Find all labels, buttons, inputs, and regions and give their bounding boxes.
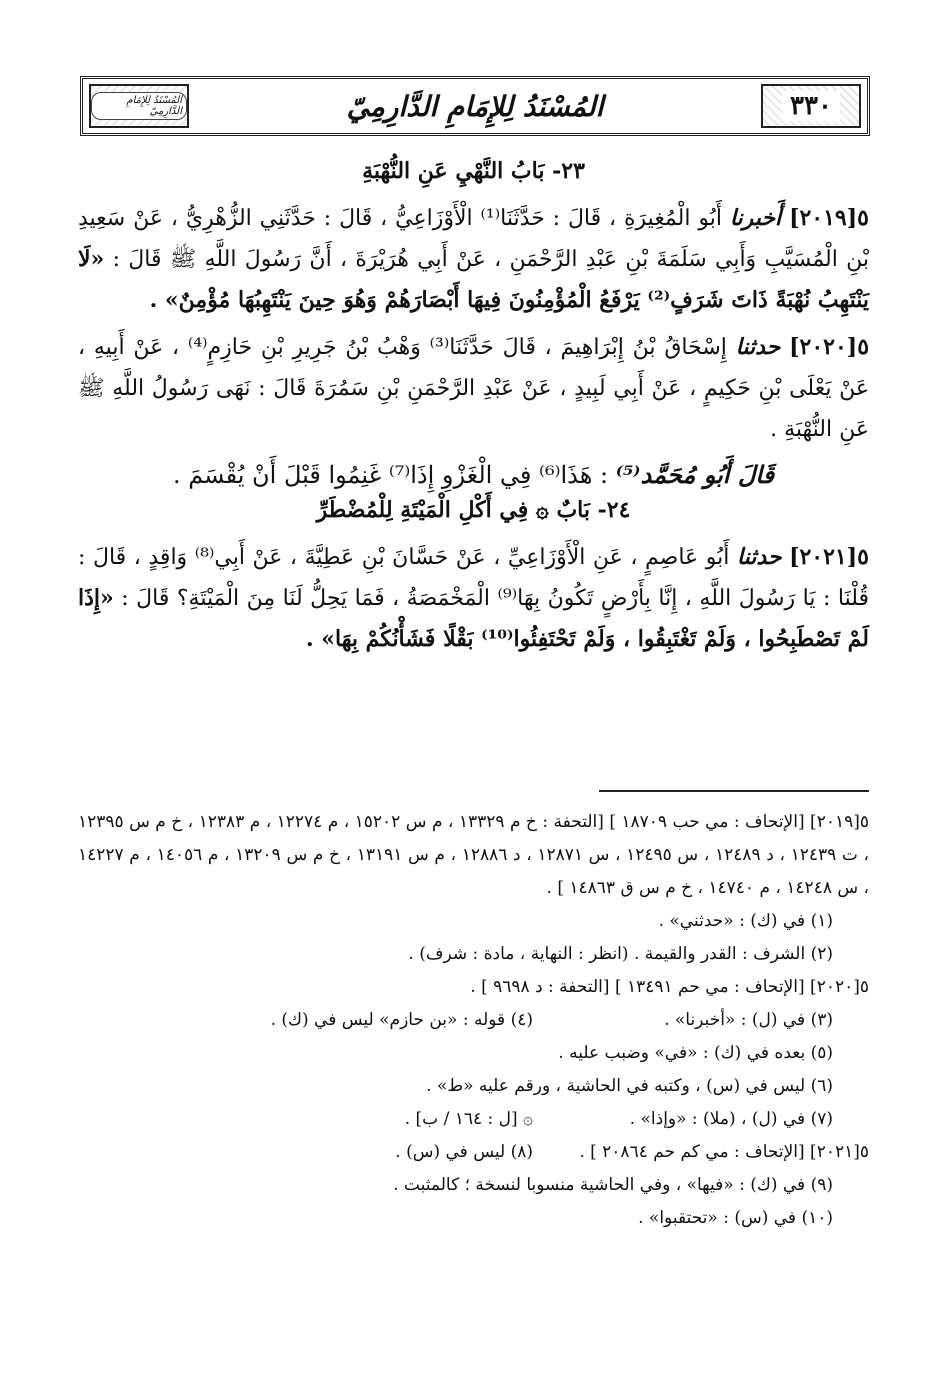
seal-text: المُسْنَدُ لِلإِمَامِ الدَّارِمِيّ — [91, 92, 187, 120]
hadith-quote: «إِذَا لَمْ تَصْطَبِحُوا ، وَلَمْ تَغْتَبِقُوا ، وَلَمْ تَحْتَفِئُوا⁽¹⁰⁾ بَقْلًا فَشَأْنُكُمْ بِهَا» . — [78, 585, 869, 652]
commentary-narrator: قَالَ أَبُو مُحَمَّد⁽⁵⁾ — [615, 460, 775, 489]
footnote-6: (٦) ليس في (س) ، وكتبه في الحاشية ، ورقم عليه «ط» . — [426, 1076, 833, 1096]
footnote-9: (٩) في (ك) : «فيها» ، وفي الحاشية منسوبا لنسخة ؛ كالمثبت . — [393, 1175, 833, 1195]
hadith-number: ٥[٢٠٢٠] — [789, 334, 870, 360]
page-number-box — [761, 84, 861, 128]
footnote-5: (٥) بعده في (ك) : «في» وضبب عليه . — [558, 1043, 833, 1063]
hadith-2020 — [78, 327, 869, 450]
footnote-source-2021: ٥[٢٠٢١] [الإتحاف : مي كم حم ٢٠٨٦٤ ] . — [579, 1142, 869, 1162]
footnote-7: (٧) في (ل) ، (ملا) : «وإذا» . — [629, 1109, 833, 1129]
hadith-verb: أَخبرنا — [729, 205, 782, 231]
main-text — [78, 150, 869, 660]
chapter-title-23: ٢٣- بَابُ النَّهْيِ عَنِ النُّهْبَةِ — [362, 158, 585, 184]
footnote-8: (٨) ليس في (س) . — [395, 1142, 533, 1162]
footnote-1: (١) في (ك) : «حدثني» . — [658, 911, 833, 931]
footnote-4: (٤) قوله : «بن حازم» ليس في (ك) . — [270, 1010, 533, 1030]
footnote-row — [78, 1136, 869, 1169]
footnote-divider — [599, 790, 869, 792]
footnote-3: (٣) في (ل) : «أخبرنا» . — [664, 1010, 833, 1030]
hadith-text: أَبُو عَاصِمٍ ، عَنِ الْأَوْزَاعِيِّ ، عَنْ حَسَّانَ بْنِ عَطِيَّةَ ، عَنْ أَبِي⁽⁸⁾ وَاقِدٍ ، قَالَ : قُلْنَا : يَا رَسُولَ اللَّهِ ، إِنَّا بِأَرْضٍ تَكُونُ بِهَا⁽⁹⁾ الْمَخْمَصَةُ ، فَمَا يَحِلُّ لَنَا مِنَ الْمَيْتَةِ؟ قَالَ : — [78, 545, 870, 611]
commentary-text: : هَذَا⁽⁶⁾ فِي الْغَزْوِ إِذَا⁽⁷⁾ غَنِمُوا قَبْلَ أَنْ يُقْسَمَ . — [172, 461, 609, 489]
hadith-number: ٥[٢٠٢١] — [789, 544, 869, 570]
seal-icon — [89, 84, 189, 128]
footnote-source-2019: ٥[٢٠١٩] [الإتحاف : مي حب ١٨٧٠٩ ] [التحفة : خ م ١٣٣٢٩ ، م س ١٥٢٠٢ ، م ١٢٢٧٤ ، م ١٢٣٨٣ ، خ م س ١٢٣٩٥ ، ت ١٢٤٣٩ ، د ١٢٤٨٩ ، س ١٢٤٩٥ ، س ١٢٨٧١ ، د ١٢٨٨٦ ، م س ١٣١٩١ ، خ م س ١٣٢٠٩ ، م ١٤٠٥٦ ، م ١٤٢٢٧ ، س ١٤٢٤٨ ، م ١٤٧٤٠ ، خ م س ق ١٤٨٦٣ ] . — [78, 812, 869, 898]
folio-marker: ۞ [ل : ١٦٤ / ب] . — [404, 1109, 533, 1129]
footnote-row — [78, 1004, 869, 1037]
hadith-text: أَبُو الْمُغِيرَةِ ، قَالَ : حَدَّثَنَا⁽¹⁾ الْأَوْزَاعِيُّ ، قَالَ : حَدَّثَنِي الزُّهْرِيُّ ، عَنْ سَعِيدِ بْنِ الْمُسَيَّبِ وَأَبِي سَلَمَةَ بْنِ عَبْدِ الرَّحْمَنِ ، عَنْ أَبِي هُرَيْرَةَ ، أَنَّ رَسُولَ اللَّهِ ﷺ قَالَ : — [78, 206, 869, 272]
hadith-verb: حدثنا — [735, 334, 781, 360]
book-title: المُسْنَدُ لِلإِمَامِ الدَّارِمِيّ — [346, 89, 604, 123]
hadith-text: إِسْحَاقُ بْنُ إِبْرَاهِيمَ ، قَالَ حَدَّثَنَا⁽³⁾ وَهْبُ بْنُ جَرِيرِ بْنِ حَازِمٍ⁽⁴⁾ ، عَنْ أَبِيهِ ، عَنْ يَعْلَى بْنِ حَكِيمٍ ، عَنْ أَبِي لَبِيدٍ ، عَنْ عَبْدِ الرَّحْمَنِ بْنِ سَمُرَةَ قَالَ : نَهَى رَسُولُ اللَّهِ ﷺ عَنِ النُّهْبَةِ . — [78, 335, 869, 442]
footnotes — [78, 806, 869, 1235]
footnote-source-2020: ٥[٢٠٢٠] [الإتحاف : مي حم ١٣٤٩١ ] [التحفة : د ٩٦٩٨ ] . — [470, 977, 869, 997]
commentary — [78, 460, 869, 489]
footnote-10: (١٠) في (س) : «تحتقبوا» . — [638, 1208, 833, 1228]
footnote-2: (٢) الشرف : القدر والقيمة . (انظر : النهاية ، مادة : شرف) . — [408, 944, 833, 964]
hadith-verb: حدثنا — [736, 544, 782, 570]
hadith-2021 — [78, 537, 869, 660]
page-header — [80, 76, 870, 136]
footnote-row — [78, 1103, 869, 1136]
hadith-quote: «لَا يَنْتَهِبُ نُهْبَةً ذَاتَ شَرَفٍ⁽²⁾ يَرْفَعُ الْمُؤْمِنُونَ فِيهَا أَبْصَارَهُمْ وَهُوَ حِينَ يَنْتَهِبُهَا مُؤْمِنٌ» . — [78, 246, 869, 313]
hadith-2019 — [78, 198, 869, 321]
page-number: ٣٣٠ — [782, 91, 840, 121]
hadith-number: ٥[٢٠١٩] — [789, 205, 869, 231]
chapter-title-24: ٢٤- بَابٌ ۞ فِي أَكْلِ الْمَيْتَةِ لِلْمُضْطَرِّ — [316, 497, 631, 523]
